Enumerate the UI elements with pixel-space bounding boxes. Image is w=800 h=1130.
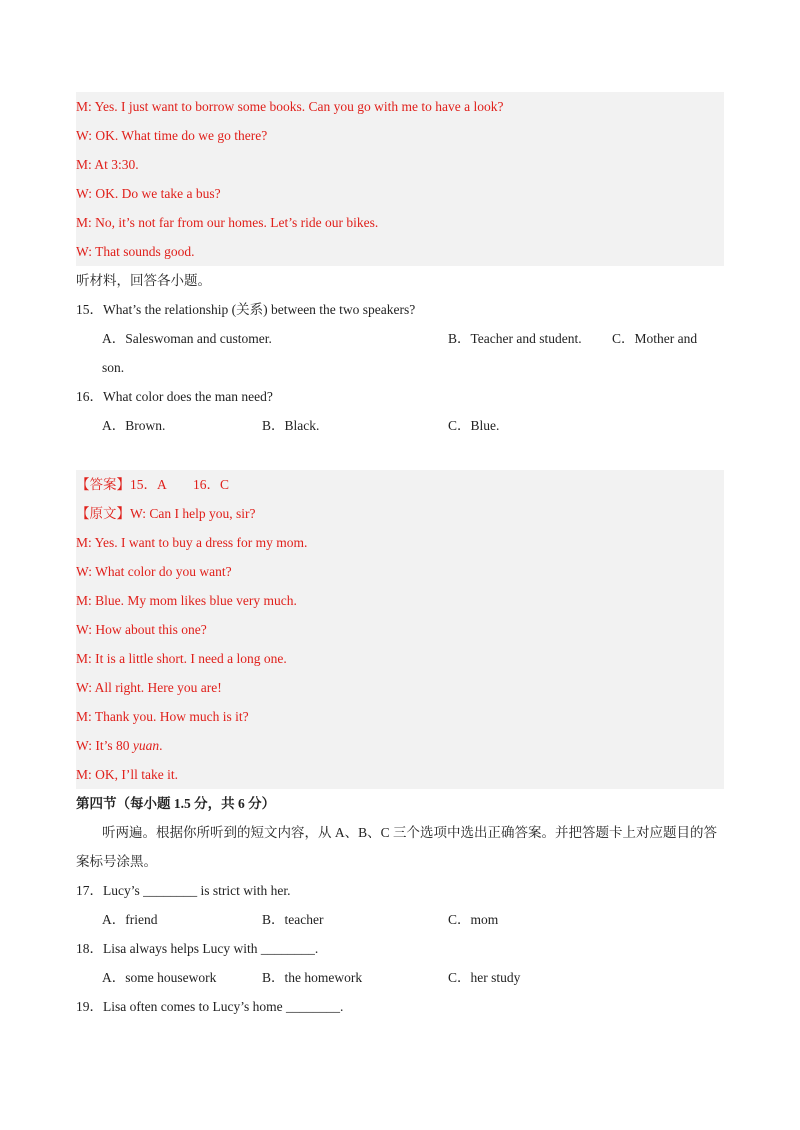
dialogue-line: M: OK, I’ll take it. xyxy=(76,767,178,782)
dialogue-line: W: What color do you want? xyxy=(76,564,232,579)
option-a: A．Brown. xyxy=(102,418,166,433)
original-first-line xyxy=(76,499,724,528)
option-c: C．mom xyxy=(448,912,499,927)
dialogue-line-price: W: It’s 80 yuan. xyxy=(76,738,163,753)
option-c: C．Mother and xyxy=(612,331,698,346)
dialogue-line: M: Blue. My mom likes blue very much. xyxy=(76,593,297,608)
option-b: B．Black. xyxy=(262,418,320,433)
answer-line: 【答案】15．A 16．C xyxy=(76,477,230,492)
question-18-options xyxy=(76,963,724,992)
option-b: B．the homework xyxy=(262,970,363,985)
option-c: C．Blue. xyxy=(448,418,500,433)
option-a: A．some housework xyxy=(102,970,217,985)
dialogue-block-1 xyxy=(76,92,724,266)
question-17-stem: 17．Lucy’s ________ is strict with her. xyxy=(76,883,291,898)
dialogue-line: M: Yes. I just want to borrow some books. Can you go with me to have a look? xyxy=(76,99,504,114)
price-unit: yuan xyxy=(132,738,160,753)
dialogue-line: M: It is a little short. I need a long one. xyxy=(76,651,287,666)
option-b: B．Teacher and student. xyxy=(448,331,582,346)
dialogue-line: M: No, it’s not far from our homes. Let’s ride our bikes. xyxy=(76,215,379,230)
answer-block xyxy=(76,470,724,789)
dialogue-line: W: Can I help you, sir? xyxy=(130,506,256,521)
dialogue-line: W: All right. Here you are! xyxy=(76,680,222,695)
original-label: 【原文】 xyxy=(76,506,130,521)
question-19-stem: 19．Lisa often comes to Lucy’s home ________. xyxy=(76,999,344,1014)
dialogue-line: M: Yes. I want to buy a dress for my mom. xyxy=(76,535,308,550)
option-c: C．her study xyxy=(448,970,521,985)
dialogue-line: W: OK. What time do we go there? xyxy=(76,128,268,143)
dialogue-line: W: How about this one? xyxy=(76,622,207,637)
dialogue-line: W: That sounds good. xyxy=(76,244,195,259)
section-instructions: 听两遍。根据你所听到的短文内容，从 A、B、C 三个选项中选出正确答案。并把答题卡上对应题目的答案标号涂黑。 xyxy=(76,825,718,869)
question-15-stem: 15．What’s the relationship (关系) between the two speakers? xyxy=(76,302,416,317)
section-heading: 第四节（每小题 1.5 分，共 6 分） xyxy=(76,796,276,811)
option-c-continuation: son. xyxy=(102,360,125,375)
document-page xyxy=(76,92,724,1021)
question-15-options xyxy=(76,324,724,353)
dialogue-line: M: At 3:30. xyxy=(76,157,139,172)
instruction-text: 听材料，回答各小题。 xyxy=(76,273,211,288)
dialogue-line: M: Thank you. How much is it? xyxy=(76,709,249,724)
option-a: A．friend xyxy=(102,912,158,927)
question-16-stem: 16．What color does the man need? xyxy=(76,389,273,404)
dialogue-line: W: OK. Do we take a bus? xyxy=(76,186,221,201)
question-18-stem: 18．Lisa always helps Lucy with ________. xyxy=(76,941,319,956)
option-b: B．teacher xyxy=(262,912,324,927)
option-a: A．Saleswoman and customer. xyxy=(102,331,272,346)
question-16-options xyxy=(76,411,724,440)
question-17-options xyxy=(76,905,724,934)
